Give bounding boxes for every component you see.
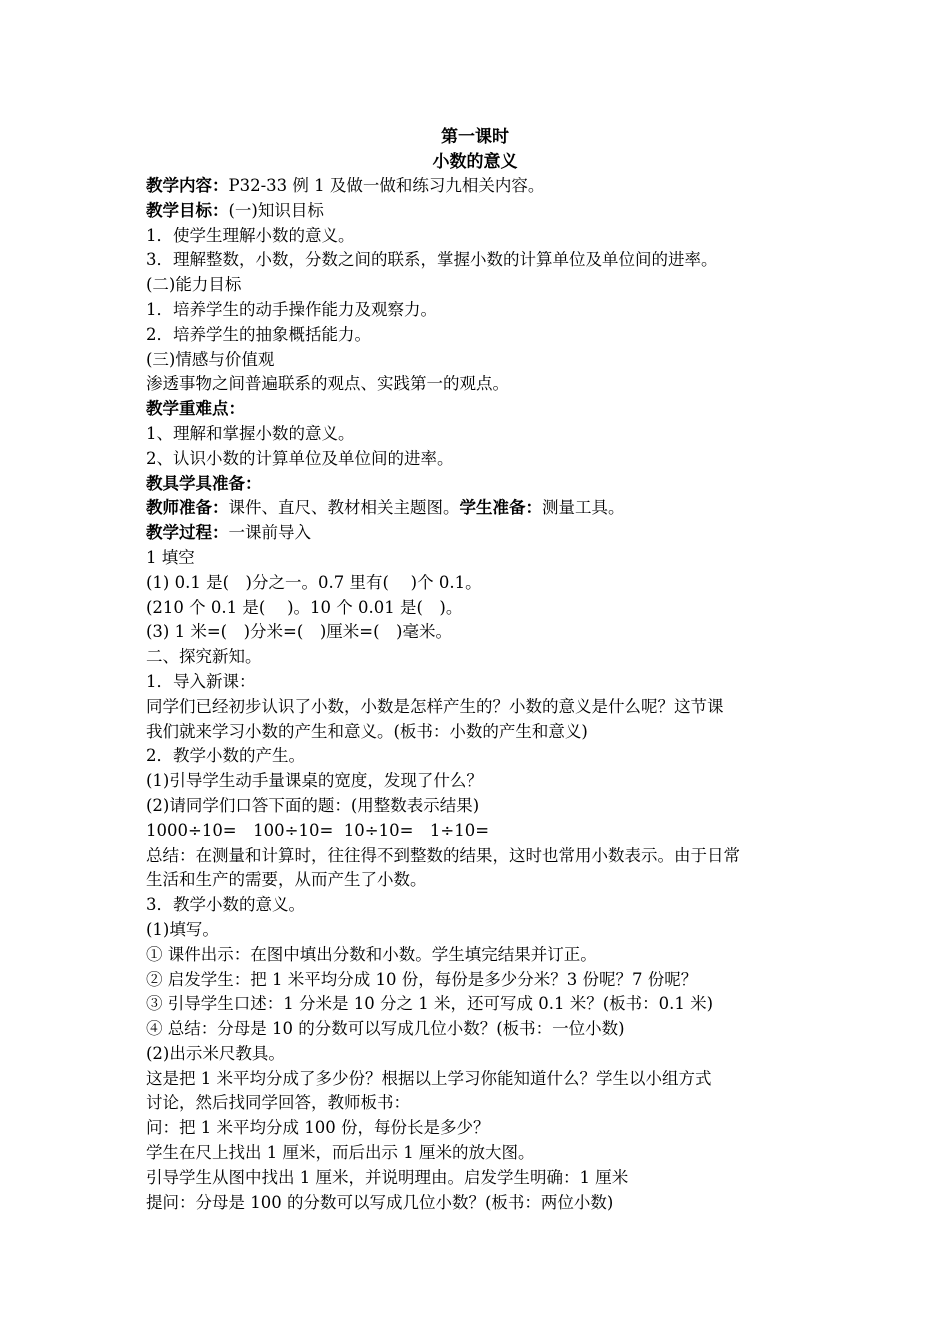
paragraph-line: 1000÷10= 100÷10= 10÷10= 1÷10= bbox=[146, 820, 490, 840]
paragraph-line: (1)填写。 bbox=[146, 919, 219, 939]
materials-heading bbox=[146, 472, 810, 497]
paragraph-line: 总结：在测量和计算时，往往得不到整数的结果，这时也常用小数表示。由于日常 bbox=[146, 845, 740, 865]
student-prep-text: 测量工具。 bbox=[542, 498, 625, 518]
paragraph-line: 讨论，然后找同学回答，教师板书： bbox=[146, 1093, 410, 1113]
paragraph-line: ② 启发学生：把 1 米平均分成 10 份，每份是多少分米？3 份呢？7 份呢？ bbox=[146, 969, 698, 989]
paragraph-line: 1、理解和掌握小数的意义。 bbox=[146, 423, 355, 443]
teaching-process-line bbox=[146, 521, 810, 546]
paragraph-line: 3．教学小数的意义。 bbox=[146, 895, 305, 915]
teaching-goal-line bbox=[146, 199, 810, 224]
paragraph-line: (2)出示米尺教具。 bbox=[146, 1043, 285, 1063]
materials-label: 教具学具准备： bbox=[146, 473, 262, 493]
document-body bbox=[146, 174, 810, 1215]
paragraph-line: ③ 引导学生口述：1 分米是 10 分之 1 米，还可写成 0.1 米？(板书：0.1 米) bbox=[146, 994, 714, 1014]
paragraph-line: 渗透事物之间普遍联系的观点、实践第一的观点。 bbox=[146, 374, 509, 394]
paragraph-line: 3．理解整数，小数，分数之间的联系，掌握小数的计算单位及单位间的进率。 bbox=[146, 250, 718, 270]
student-prep-label: 学生准备： bbox=[459, 498, 542, 518]
paragraph-line: ④ 总结：分母是 10 的分数可以写成几位小数？(板书：一位小数) bbox=[146, 1019, 625, 1039]
paragraph-line: 1．导入新课： bbox=[146, 671, 256, 691]
paragraph-line: 生活和生产的需要，从而产生了小数。 bbox=[146, 870, 427, 890]
paragraph-line: (三)情感与价值观 bbox=[146, 349, 275, 369]
key-points-label: 教学重难点： bbox=[146, 399, 245, 419]
paragraph-line: 问：把 1 米平均分成 100 份，每份长是多少？ bbox=[146, 1118, 490, 1138]
paragraph-line: 2、认识小数的计算单位及单位间的进率。 bbox=[146, 448, 454, 468]
paragraph-line: 2．教学小数的产生。 bbox=[146, 746, 305, 766]
paragraph-line: 引导学生从图中找出 1 厘米，并说明理由。启发学生明确：1 厘米 bbox=[146, 1167, 629, 1187]
teaching-process-label: 教学过程： bbox=[146, 523, 229, 543]
teaching-content-line bbox=[146, 174, 810, 199]
teaching-goal-text: (一)知识目标 bbox=[228, 200, 324, 220]
paragraph-line: (210 个 0.1 是( )。10 个 0.01 是( )。 bbox=[146, 597, 463, 617]
lesson-number-heading: 第一课时 bbox=[441, 127, 509, 147]
paragraph-line: 二、探究新知。 bbox=[146, 647, 262, 667]
paragraph-line: 同学们已经初步认识了小数，小数是怎样产生的？小数的意义是什么呢？这节课 bbox=[146, 696, 724, 716]
paragraph-line: 2．培养学生的抽象概括能力。 bbox=[146, 324, 371, 344]
teaching-content-text: P32-33 例 1 及做一做和练习九相关内容。 bbox=[228, 176, 545, 195]
paragraph-line: (3) 1 米=( )分米=( )厘米=( )毫米。 bbox=[146, 622, 452, 642]
teaching-process-text: 一课前导入 bbox=[228, 523, 311, 543]
paragraph-line: 1 填空 bbox=[146, 547, 195, 567]
key-points-heading bbox=[146, 397, 810, 422]
paragraph-line: 我们就来学习小数的产生和意义。(板书：小数的产生和意义) bbox=[146, 721, 588, 741]
paragraph-line: 学生在尺上找出 1 厘米，而后出示 1 厘米的放大图。 bbox=[146, 1143, 535, 1163]
paragraph-line: 提问：分母是 100 的分数可以写成几位小数？(板书：两位小数) bbox=[146, 1192, 614, 1212]
paragraph-line: 1．培养学生的动手操作能力及观察力。 bbox=[146, 299, 437, 319]
paragraph-line: (1)引导学生动手量课桌的宽度，发现了什么？ bbox=[146, 771, 483, 791]
paragraph-line: ① 课件出示：在图中填出分数和小数。学生填完结果并订正。 bbox=[146, 944, 597, 964]
teacher-prep-label: 教师准备： bbox=[146, 498, 229, 518]
teaching-goal-label: 教学目标： bbox=[146, 200, 229, 220]
paragraph-line: (2)请同学们口答下面的题：(用整数表示结果) bbox=[146, 795, 480, 815]
paragraph-line: (二)能力目标 bbox=[146, 275, 242, 295]
teaching-content-label: 教学内容： bbox=[146, 176, 229, 195]
lesson-title-heading: 小数的意义 bbox=[432, 152, 518, 172]
paragraph-line: 1．使学生理解小数的意义。 bbox=[146, 225, 355, 245]
teacher-prep-text: 课件、直尺、教材相关主题图。 bbox=[228, 498, 460, 518]
paragraph-line: 这是把 1 米平均分成了多少份？根据以上学习你能知道什么？学生以小组方式 bbox=[146, 1068, 712, 1088]
paragraph-line: (1) 0.1 是( )分之一。0.7 里有( )个 0.1。 bbox=[146, 572, 482, 592]
preparation-line bbox=[146, 496, 810, 521]
